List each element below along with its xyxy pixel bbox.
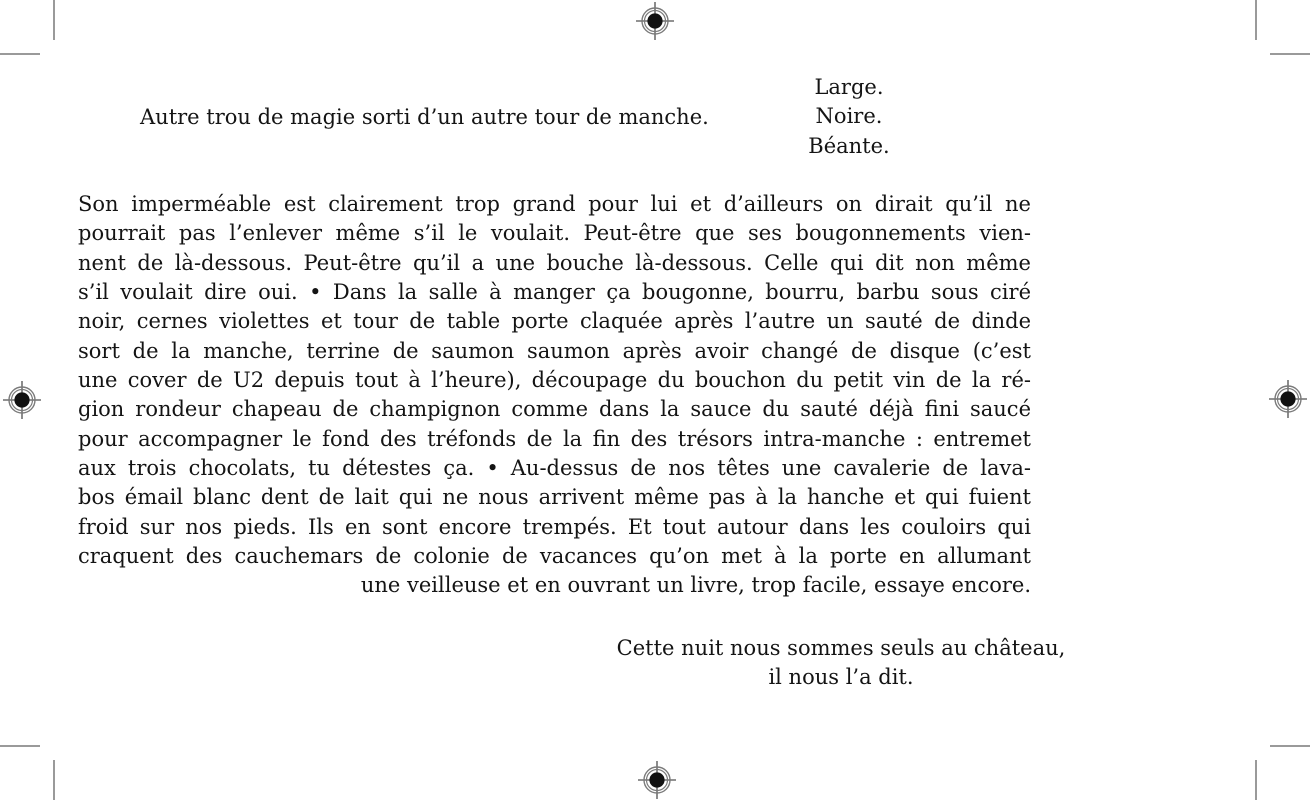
paragraph-line: aux trois chocolats, tu détestes ça. • Au-dessus de nos têtes une cavalerie de lava- <box>78 455 1031 480</box>
paragraph-line: bos émail blanc dent de lait qui ne nous arrivent même pas à la hanche et qui fuient <box>78 485 1031 510</box>
paragraph-line: froid sur nos pieds. Ils en sont encore trempés. Et tout autour dans les couloirs qui <box>78 514 1031 539</box>
crop-mark-top-right-vertical <box>1255 0 1257 40</box>
body-paragraph <box>78 190 1031 601</box>
crop-mark-top-left-vertical <box>53 0 55 40</box>
closing-lines <box>541 634 1141 693</box>
paragraph-line: Son imperméable est clairement trop grand pour lui et d’ailleurs on dirait qu’il ne <box>78 192 1031 216</box>
paragraph-line: noir, cernes violettes et tour de table porte claquée après l’autre un sauté de dinde <box>78 309 1031 334</box>
paragraph-line: sort de la manche, terrine de saumon saumon après avoir changé de disque (c’est <box>78 338 1031 363</box>
crop-mark-bottom-left-horizontal <box>0 745 40 747</box>
paragraph-line: pourrait pas l’enlever même s’il le voulait. Peut-être que ses bougonnements vien- <box>78 221 1031 246</box>
header-right-line: Large. <box>814 75 884 99</box>
header-right-line: Noire. <box>815 104 883 129</box>
paragraph-line: une veilleuse et en ouvrant un livre, trop facile, essaye encore. <box>360 573 1031 598</box>
paragraph-line: nent de là-dessous. Peut-être qu’il a une bouche là-dessous. Celle qui dit non même <box>78 250 1031 275</box>
registration-mark-bottom-center <box>637 760 677 800</box>
paragraph-line: craquent des cauchemars de colonie de vacances qu’on met à la porte en allumant <box>78 543 1031 568</box>
header-left-line: Autre trou de magie sorti d’un autre tour de manche. <box>140 105 709 129</box>
paragraph-line: pour accompagner le fond des tréfonds de la fin des trésors intra-manche : entremet <box>78 426 1031 451</box>
registration-mark-left-middle <box>2 380 42 420</box>
header-right-line: Béante. <box>808 133 890 158</box>
crop-mark-top-left-horizontal <box>0 53 40 55</box>
paragraph-line: s’il voulait dire oui. • Dans la salle à manger ça bougonne, bourru, barbu sous ciré <box>78 279 1031 304</box>
header-right-column <box>769 73 929 161</box>
crop-mark-bottom-right-vertical <box>1255 760 1257 800</box>
crop-mark-bottom-left-vertical <box>53 760 55 800</box>
crop-mark-top-right-horizontal <box>1270 53 1310 55</box>
paragraph-line: gion rondeur chapeau de champignon comme dans la sauce du sauté déjà fini saucé <box>78 397 1031 422</box>
registration-mark-right-middle <box>1268 379 1308 419</box>
registration-mark-top-center <box>635 1 675 41</box>
closing-line: Cette nuit nous sommes seuls au château, <box>616 636 1066 660</box>
paragraph-line: une cover de U2 depuis tout à l’heure), découpage du bouchon du petit vin de la ré- <box>78 367 1031 392</box>
crop-mark-bottom-right-horizontal <box>1270 745 1310 747</box>
closing-line: il nous l’a dit. <box>768 665 914 690</box>
